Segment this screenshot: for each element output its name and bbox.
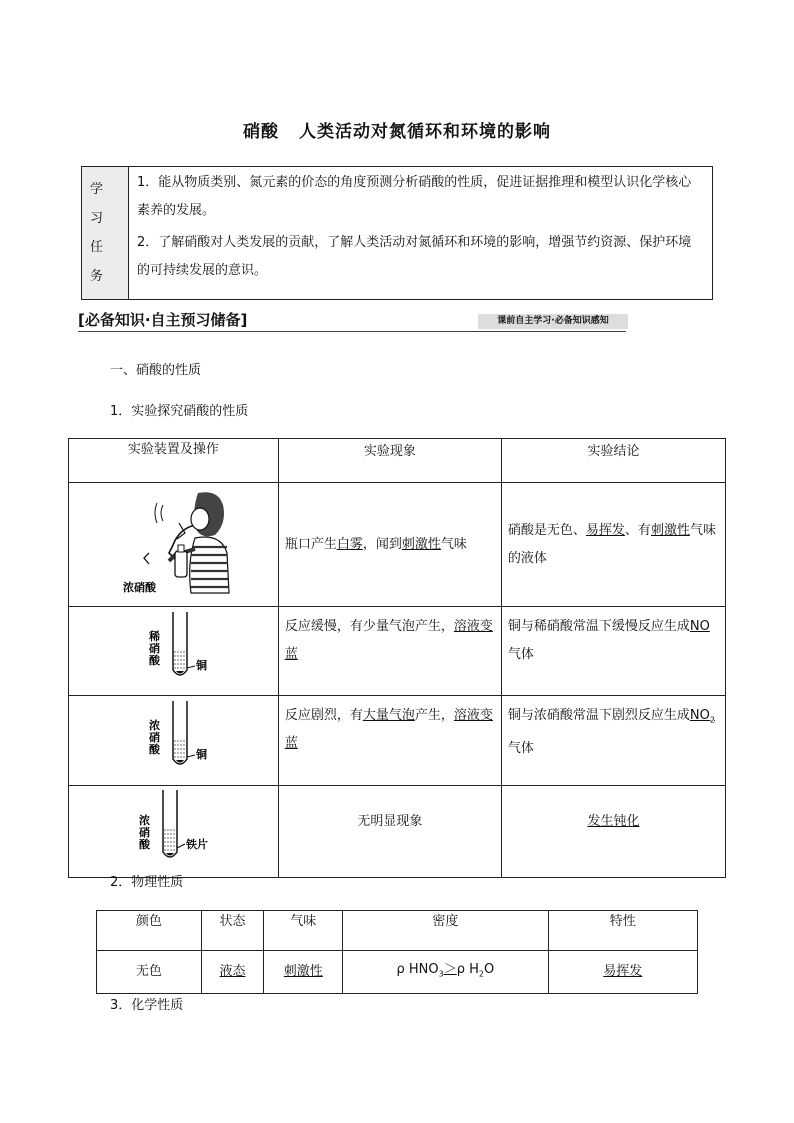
page-title: 硝酸 人类活动对氮循环和环境的影响: [243, 122, 551, 142]
table-header-row: [97, 911, 698, 951]
task-label: 学 习 任 务: [82, 167, 129, 299]
phenomenon-cell: 反应剧烈，有大量气泡产生，溶液变蓝: [278, 696, 501, 786]
header-cell: 实验现象: [278, 439, 501, 483]
physical-properties-table: [96, 910, 698, 994]
svg-text:酸: 酸: [149, 654, 161, 667]
heading-properties: 一、硝酸的性质: [110, 363, 202, 378]
phenomenon-cell: 无明显现象: [278, 786, 501, 878]
section-rule: [78, 331, 626, 332]
svg-text:铜: 铜: [196, 749, 208, 761]
image-label: 浓硝酸: [123, 582, 157, 594]
svg-text:浓: 浓: [149, 720, 161, 732]
header-cell: 状态: [201, 911, 264, 951]
svg-text:酸: 酸: [139, 839, 151, 851]
conclusion-cell: 铜与浓硝酸常温下剧烈反应生成$NO_2$气体: [501, 696, 725, 786]
person-smelling-acid-illustration: [103, 483, 243, 595]
svg-text:铁片: 铁片: [186, 839, 209, 851]
svg-text:硝: 硝: [149, 642, 161, 655]
svg-text:铜: 铜: [196, 659, 208, 672]
table-row: [69, 696, 726, 786]
phenomenon-cell: 瓶口产生白雾，闻到刺激性气味: [278, 483, 501, 607]
phenomenon-cell: 反应缓慢，有少量气泡产生，溶液变蓝: [278, 607, 501, 696]
heading-chemical: 3．化学性质: [110, 998, 184, 1013]
header-cell: 实验装置及操作: [69, 439, 279, 483]
value-cell: 液态: [201, 951, 264, 994]
conclusion-cell: 铜与稀硝酸常温下缓慢反应生成NO气体: [501, 607, 725, 696]
header-cell: 气味: [264, 911, 343, 951]
apparatus-cell: [69, 696, 279, 786]
learning-task-box: [81, 166, 713, 300]
header-cell: 实验结论: [501, 439, 725, 483]
svg-text:浓: 浓: [139, 815, 151, 827]
svg-text:稀: 稀: [149, 630, 161, 643]
test-tube-illustration: [113, 608, 233, 684]
header-cell: 特性: [548, 911, 698, 951]
value-cell: 易挥发: [548, 951, 698, 994]
task-items: [137, 169, 704, 289]
task-item: 2．了解硝酸对人类发展的贡献，了解人类活动对氮循环和环境的影响，增强节约资源、保护环境的可持续发展的意识。: [137, 235, 692, 278]
apparatus-cell: [69, 483, 279, 607]
header-cell: 颜色: [97, 911, 202, 951]
table-row: [69, 483, 726, 607]
svg-text:酸: 酸: [149, 744, 161, 756]
conclusion-cell: 硝酸是无色、易挥发、有刺激性气味的液体: [501, 483, 725, 607]
experiment-table: [68, 438, 726, 878]
svg-text:硝: 硝: [139, 827, 151, 839]
svg-text:硝: 硝: [149, 732, 161, 744]
conclusion-cell: 发生钝化: [501, 786, 725, 878]
apparatus-cell: [69, 607, 279, 696]
test-tube-illustration: [113, 786, 233, 866]
task-item: 1．能从物质类别、氮元素的价态的角度预测分析硝酸的性质，促进证据推理和模型认识化学核心素养的发展。: [137, 175, 692, 218]
header-cell: 密度: [343, 911, 548, 951]
table-row: [69, 786, 726, 878]
heading-physical: 2．物理性质: [110, 875, 184, 890]
table-row: [69, 607, 726, 696]
table-row: [97, 951, 698, 994]
value-cell: 无色: [97, 951, 202, 994]
table-header-row: [69, 439, 726, 483]
heading-experiment: 1．实验探究硝酸的性质: [110, 404, 249, 419]
apparatus-cell: [69, 786, 279, 878]
value-cell: 刺激性: [264, 951, 343, 994]
test-tube-illustration: [113, 697, 233, 773]
value-cell: ρ $HNO_3>\rho$ $H_2O$: [343, 951, 548, 994]
section-title: [必备知识·自主预习储备]: [78, 311, 248, 329]
section-tag: 课前自主学习·必备知识感知: [478, 314, 628, 329]
